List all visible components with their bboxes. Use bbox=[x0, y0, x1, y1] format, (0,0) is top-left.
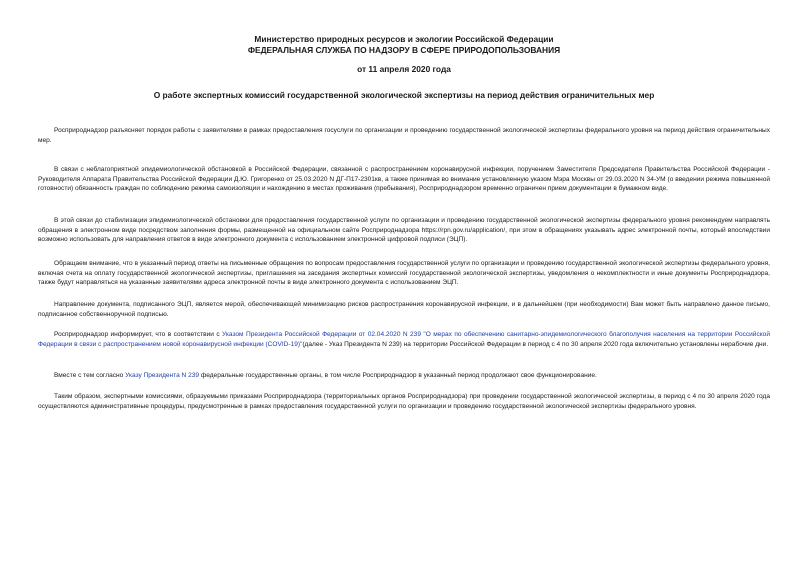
document-page bbox=[38, 34, 770, 108]
document-title: О работе экспертных комиссий государственной экологической экспертизы на период действия ограничительных мер bbox=[153, 90, 655, 100]
service-name: ФЕДЕРАЛЬНАЯ СЛУЖБА ПО НАДЗОРУ В СФЕРЕ ПРИРОДОПОЛЬЗОВАНИЯ bbox=[247, 44, 561, 55]
decree-239-link[interactable]: Указом Президента Российской Федерации от 02.04.2020 N 239 "О мерах по обеспечению санитарно-эпидемиологического благополучия населения на территории Российской Федерации в связи с распространением новой коронавирусной инфекции (COVID-19)" bbox=[38, 331, 770, 348]
paragraph-2: В связи с неблагоприятной эпидемиологической обстановкой в Российской Федерации, связанной с распространением коронавирусной инфекции, поручением Заместителя Председателя Правительства Российской Федерации - Руководителя Аппарата Правительства Российской Федерации Д.Ю. Григоренко от 25.03.2020 N ДГ-П17-2301кв, а также принимая во внимание установленную указом Мэра Москвы от 29.03.2020 N 34-УМ (о введении режима повышенной готовности) обязанность граждан по соблюдению режима самоизоляции и нахождению в местах проживания (пребывания), Росприроднадзором временно ограничен прием документации в бумажном виде. bbox=[38, 166, 770, 193]
paragraph-6-text-end: (далее - Указ Президента N 239) на территории Российской Федерации в период с 4 по 30 апреля 2020 года включительно установлены нерабочие дни. bbox=[302, 340, 769, 348]
paragraph-1: Росприроднадзор разъясняет порядок работы с заявителями в рамках предоставления госуслуги по организации и проведению государственной экологической экспертизы федерального уровня на период действия ограничительных мер. bbox=[38, 127, 770, 144]
paragraph-7-text-end: федеральные государственные органы, в том числе Росприроднадзор в указанный период продолжают свое функционирование. bbox=[199, 372, 597, 379]
paragraph-7-text-start: Вместе с тем согласно bbox=[54, 372, 126, 379]
paragraph-8: Таким образом, экспертными комиссиями, образуемыми приказами Росприроднадзора (территориальных органов Росприроднадзора) при проведении государственной экологической экспертизы, в период с 4 по 30 апреля 2020 года осуществляются административные процедуры, предусмотренные в рамках предоставления государственной услуги по организации и проведению государственной экологической экспертизы федерального уровня. bbox=[38, 393, 770, 410]
paragraph-6-text-start: Росприроднадзор информирует, что в соответствии с bbox=[54, 331, 223, 338]
paragraph-5: Направление документа, подписанного ЭЦП, является мерой, обеспечивающей минимизацию рисков распространения коронавирусной инфекции, и в дальнейшем (при необходимости) Вам может быть направлено данное письмо, подписанное собственноручной подписью. bbox=[38, 301, 770, 318]
paragraph-6 bbox=[38, 330, 770, 349]
decree-239-short-link[interactable]: Указу Президента N 239 bbox=[125, 372, 200, 379]
document-date: от 11 апреля 2020 года bbox=[357, 64, 451, 74]
paragraph-7 bbox=[38, 371, 770, 381]
paragraph-4: Обращаем внимание, что в указанный период ответы на письменные обращения по вопросам предоставления государственной услуги по организации и проведению государственной экологической экспертизы федерального уровня, включая счета на оплату государственной экологической экспертизы, приглашения на заседания экспертных комиссий государственной экологической экспертизы, уведомления о некомплектности и иные документы Росприроднадзора, также будут направляться на указанные заявителями адреса электронной почты в виде электронного документа с использованием ЭЦП. bbox=[38, 260, 770, 287]
ministry-name: Министерство природных ресурсов и экологии Российской Федерации bbox=[254, 34, 554, 44]
paragraph-3: В этой связи до стабилизации эпидемиологической обстановки для предоставления государственной услуги по организации и проведению государственной экологической экспертизы федерального уровня рекомендуем направлять обращения в электронном виде посредством заполнения формы, размещенной на официальном сайте Росприроднадзора https://rpn.gov.ru/application/, при этом в обращениях указывать адрес электронной почты, который впоследствии возможно использовать для направления ответов в виде электронного документа с использованием электронной цифровой подписи (ЭЦП). bbox=[38, 217, 770, 244]
